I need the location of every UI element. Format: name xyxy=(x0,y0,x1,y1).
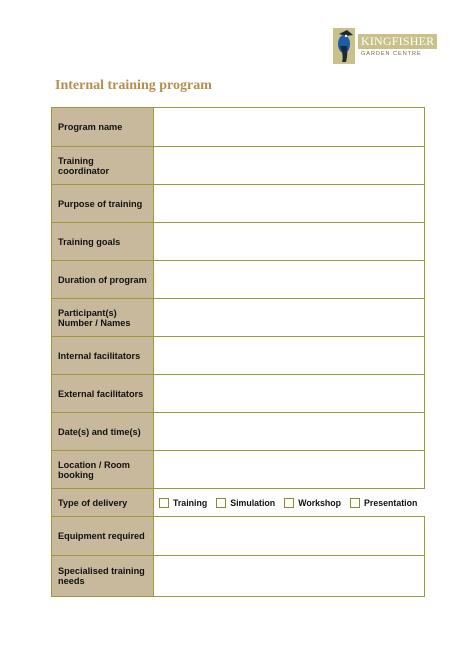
dates-field[interactable] xyxy=(154,413,424,450)
field-label: Date(s) and time(s) xyxy=(52,413,154,450)
form-row-internal-facilitators xyxy=(52,336,424,374)
purpose-field[interactable] xyxy=(154,185,424,222)
form-row-external-facilitators xyxy=(52,374,424,412)
form-row-goals xyxy=(52,222,424,260)
program-name-field[interactable] xyxy=(154,108,424,146)
form-row-location xyxy=(52,450,424,488)
option-label: Simulation xyxy=(230,497,276,508)
checkbox[interactable] xyxy=(350,498,360,508)
company-logo xyxy=(333,24,435,66)
equipment-field[interactable] xyxy=(154,517,424,555)
kingfisher-bird-icon xyxy=(333,26,355,64)
field-label: Training coordinator xyxy=(52,147,154,184)
option-label: Workshop xyxy=(298,497,342,508)
form-row-training-coordinator xyxy=(52,146,424,184)
field-label: Program name xyxy=(52,108,154,146)
page-title: Internal training program xyxy=(55,78,212,93)
external-facilitators-field[interactable] xyxy=(154,375,424,412)
form-row-dates xyxy=(52,412,424,450)
form-row-delivery xyxy=(52,488,424,516)
option-label: Presentation xyxy=(364,497,418,508)
checkbox[interactable] xyxy=(159,498,169,508)
form-row-purpose xyxy=(52,184,424,222)
training-coordinator-field[interactable] xyxy=(154,147,424,184)
delivery-option-presentation[interactable] xyxy=(350,498,417,508)
delivery-option-workshop[interactable] xyxy=(284,498,341,508)
delivery-option-simulation[interactable] xyxy=(216,498,275,508)
field-label: Purpose of training xyxy=(52,185,154,222)
field-label: Location / Room booking xyxy=(52,451,154,488)
field-label: Training goals xyxy=(52,223,154,260)
form-row-duration xyxy=(52,260,424,298)
logo-name: KINGFISHER xyxy=(358,34,437,49)
form-row-equipment xyxy=(52,516,424,555)
location-field[interactable] xyxy=(154,451,424,488)
goals-field[interactable] xyxy=(154,223,424,260)
training-form xyxy=(51,107,425,597)
special-needs-field[interactable] xyxy=(154,556,424,596)
option-label: Training xyxy=(173,497,208,508)
field-label: Type of delivery xyxy=(52,489,154,516)
delivery-type-field xyxy=(154,489,426,516)
duration-field[interactable] xyxy=(154,261,424,298)
delivery-option-training[interactable] xyxy=(159,498,207,508)
form-row-participants xyxy=(52,298,424,336)
field-label: Duration of program xyxy=(52,261,154,298)
checkbox[interactable] xyxy=(284,498,294,508)
field-label: Equipment required xyxy=(52,517,154,555)
form-row-program-name xyxy=(52,108,424,146)
field-label: Internal facilitators xyxy=(52,337,154,374)
field-label: Participant(s) Number / Names xyxy=(52,299,154,336)
logo-subtitle: GARDEN CENTRE xyxy=(361,50,422,57)
internal-facilitators-field[interactable] xyxy=(154,337,424,374)
field-label: External facilitators xyxy=(52,375,154,412)
form-row-special-needs xyxy=(52,555,424,596)
field-label: Specialised training needs xyxy=(52,556,154,596)
checkbox[interactable] xyxy=(216,498,226,508)
participants-field[interactable] xyxy=(154,299,424,336)
